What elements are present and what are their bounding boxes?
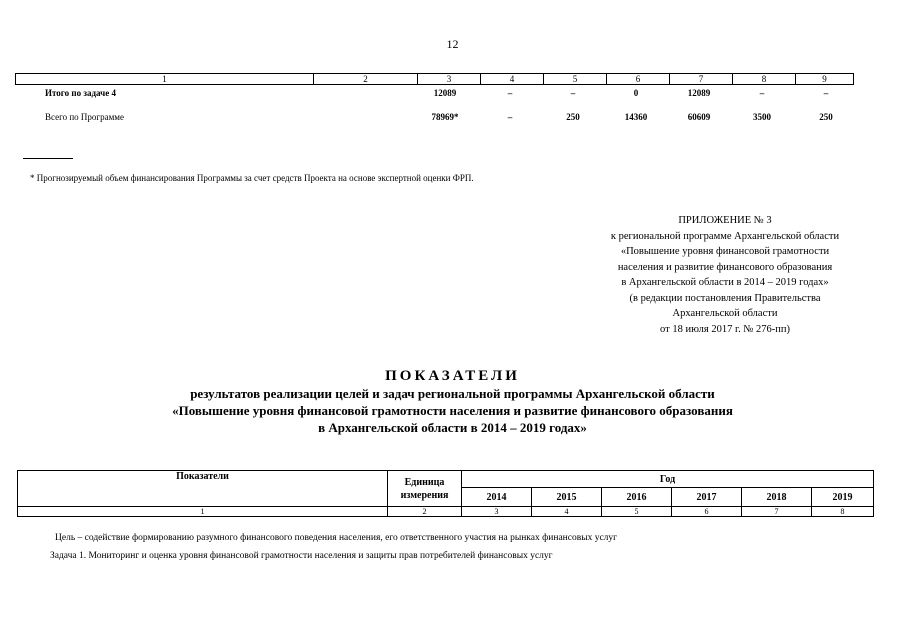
indicators-table (17, 470, 874, 517)
year-cell: 2017 (672, 488, 742, 507)
appendix-title: ПРИЛОЖЕНИЕ № 3 (678, 215, 772, 226)
table-cell: 250 (566, 112, 580, 122)
col-number: 5 (602, 507, 672, 517)
col-number: 4 (532, 507, 602, 517)
col-number: 3 (462, 507, 532, 517)
table-cell: 60609 (687, 112, 711, 122)
col-number: 2 (388, 507, 462, 517)
table-cell: – (823, 88, 829, 98)
appendix-line: к региональной программе Архангельской области (610, 230, 840, 242)
col-number: 7 (670, 74, 733, 85)
document-subtitle (0, 385, 905, 436)
table-cell: – (507, 112, 513, 122)
subtitle-line: результатов реализации целей и задач региональной программы Архангельской области (190, 386, 715, 401)
appendix-line: «Повышение уровня финансовой грамотности (620, 246, 830, 257)
col-header-unit: Единица измерения (388, 471, 462, 507)
table-cell: 0 (633, 88, 639, 98)
appendix-line: Архангельской области (672, 308, 778, 319)
table-cell: – (759, 88, 765, 98)
table-cell: 3500 (753, 112, 771, 122)
appendix-line: от 18 июля 2017 г. № 276-пп) (660, 323, 790, 335)
footnote-separator (23, 158, 73, 159)
subtitle-line: «Повышение уровня финансовой грамотности населения и развитие финансового образования (172, 403, 733, 418)
footnote: * Прогнозируемый объем финансирования Программы за счет средств Проекта на основе экспертной оценки ФРП. (30, 173, 474, 183)
table-cell: 14360 (624, 112, 648, 122)
col-header-year: Год (462, 471, 874, 488)
col-number: 1 (16, 74, 314, 85)
col-number: 6 (607, 74, 670, 85)
col-header-indicators: Показатели (18, 471, 388, 507)
page-number: 12 (446, 37, 459, 51)
col-number: 1 (18, 507, 388, 517)
financing-table-header (15, 73, 854, 85)
appendix-line: населения и развитие финансового образования (617, 261, 833, 273)
col-number: 8 (733, 74, 796, 85)
year-cell: 2015 (532, 488, 602, 507)
row-label-task4-total: Итого по задаче 4 (45, 88, 116, 98)
appendix-block (540, 213, 905, 337)
task-text: Задача 1. Мониторинг и оценка уровня финансовой грамотности населения и защиты прав потребителей финансовых услуг (50, 551, 553, 561)
col-number: 6 (672, 507, 742, 517)
year-cell: 2019 (812, 488, 874, 507)
year-cell: 2014 (462, 488, 532, 507)
col-number: 5 (544, 74, 607, 85)
table-cell: – (570, 88, 576, 98)
year-cell: 2016 (602, 488, 672, 507)
table-cell: – (507, 88, 513, 98)
goal-text: Цель – содействие формированию разумного финансового поведения населения, его ответственного участия на рынках финансовых услуг (55, 533, 618, 543)
table-cell: 12089 (433, 88, 457, 98)
document-title: ПОКАЗАТЕЛИ (385, 368, 520, 384)
col-number: 4 (481, 74, 544, 85)
subtitle-line: в Архангельской области в 2014 – 2019 годах» (318, 420, 587, 435)
col-number: 2 (314, 74, 418, 85)
table-cell: 12089 (687, 88, 711, 98)
appendix-line: (в редакции постановления Правительства (629, 292, 821, 304)
row-label-program-total: Всего по Программе (45, 112, 124, 122)
col-number: 7 (742, 507, 812, 517)
table-cell: 78969* (431, 112, 459, 122)
col-number: 9 (796, 74, 854, 85)
year-cell: 2018 (742, 488, 812, 507)
col-number: 3 (418, 74, 481, 85)
col-number: 8 (812, 507, 874, 517)
table-cell: 250 (819, 112, 833, 122)
appendix-line: в Архангельской области в 2014 – 2019 годах» (621, 277, 829, 288)
